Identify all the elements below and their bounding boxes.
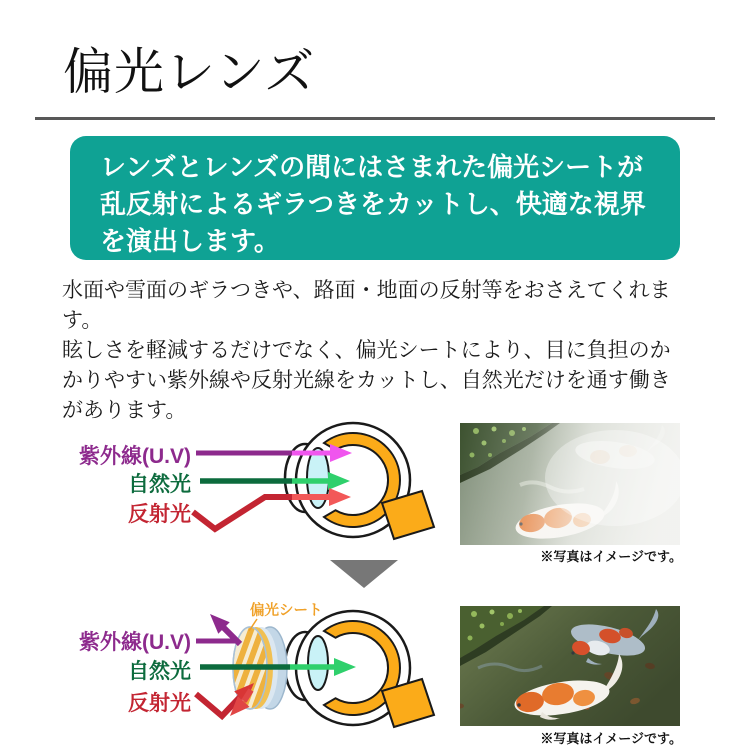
highlight-box [70, 136, 680, 260]
reflected-light-blocked-arrow [196, 683, 254, 716]
reflected-light-label: 反射光 [128, 503, 191, 526]
glare-blob [545, 430, 680, 526]
down-arrow-icon [330, 560, 398, 588]
eye-lens [308, 636, 328, 690]
description-line: があります。 [62, 399, 187, 422]
natural-light-label: 自然光 [128, 660, 191, 683]
description-line: 眩しさを軽減するだけでなく、偏光シートにより、目に負担のか [62, 339, 671, 362]
uv-label: 紫外線(U.V) [79, 631, 191, 654]
uv-label: 紫外線(U.V) [79, 445, 191, 468]
koi-photo-glare [460, 423, 680, 545]
highlight-line: 乱反射によるギラつきをカットし、快適な視界 [100, 189, 646, 219]
sheet-label: 偏光シート [250, 603, 323, 619]
photo-caption: ※写真はイメージです。 [540, 549, 682, 564]
description-text [62, 276, 712, 426]
koi-photo-clear [460, 606, 680, 726]
description-line: 水面や雪面のギラつきや、路面・地面の反射等をおさえてくれま [62, 279, 671, 302]
eye-diagram-with-filter [60, 598, 460, 750]
highlight-line: レンズとレンズの間にはさまれた偏光シートが [100, 152, 644, 182]
photo-caption: ※写真はイメージです。 [540, 731, 682, 746]
page-title: 偏光レンズ [63, 44, 316, 100]
eye-diagram-no-filter [60, 415, 450, 565]
title-divider [35, 117, 715, 120]
description-line: す。 [62, 309, 103, 332]
uv-ray-blocked-arrow [196, 614, 240, 644]
natural-light-label: 自然光 [128, 473, 191, 496]
description-line: かりやすい紫外線や反射光線をカットし、自然光だけを通す働き [62, 369, 671, 392]
reflected-light-label: 反射光 [128, 692, 191, 715]
highlight-line: を演出します。 [100, 226, 280, 256]
